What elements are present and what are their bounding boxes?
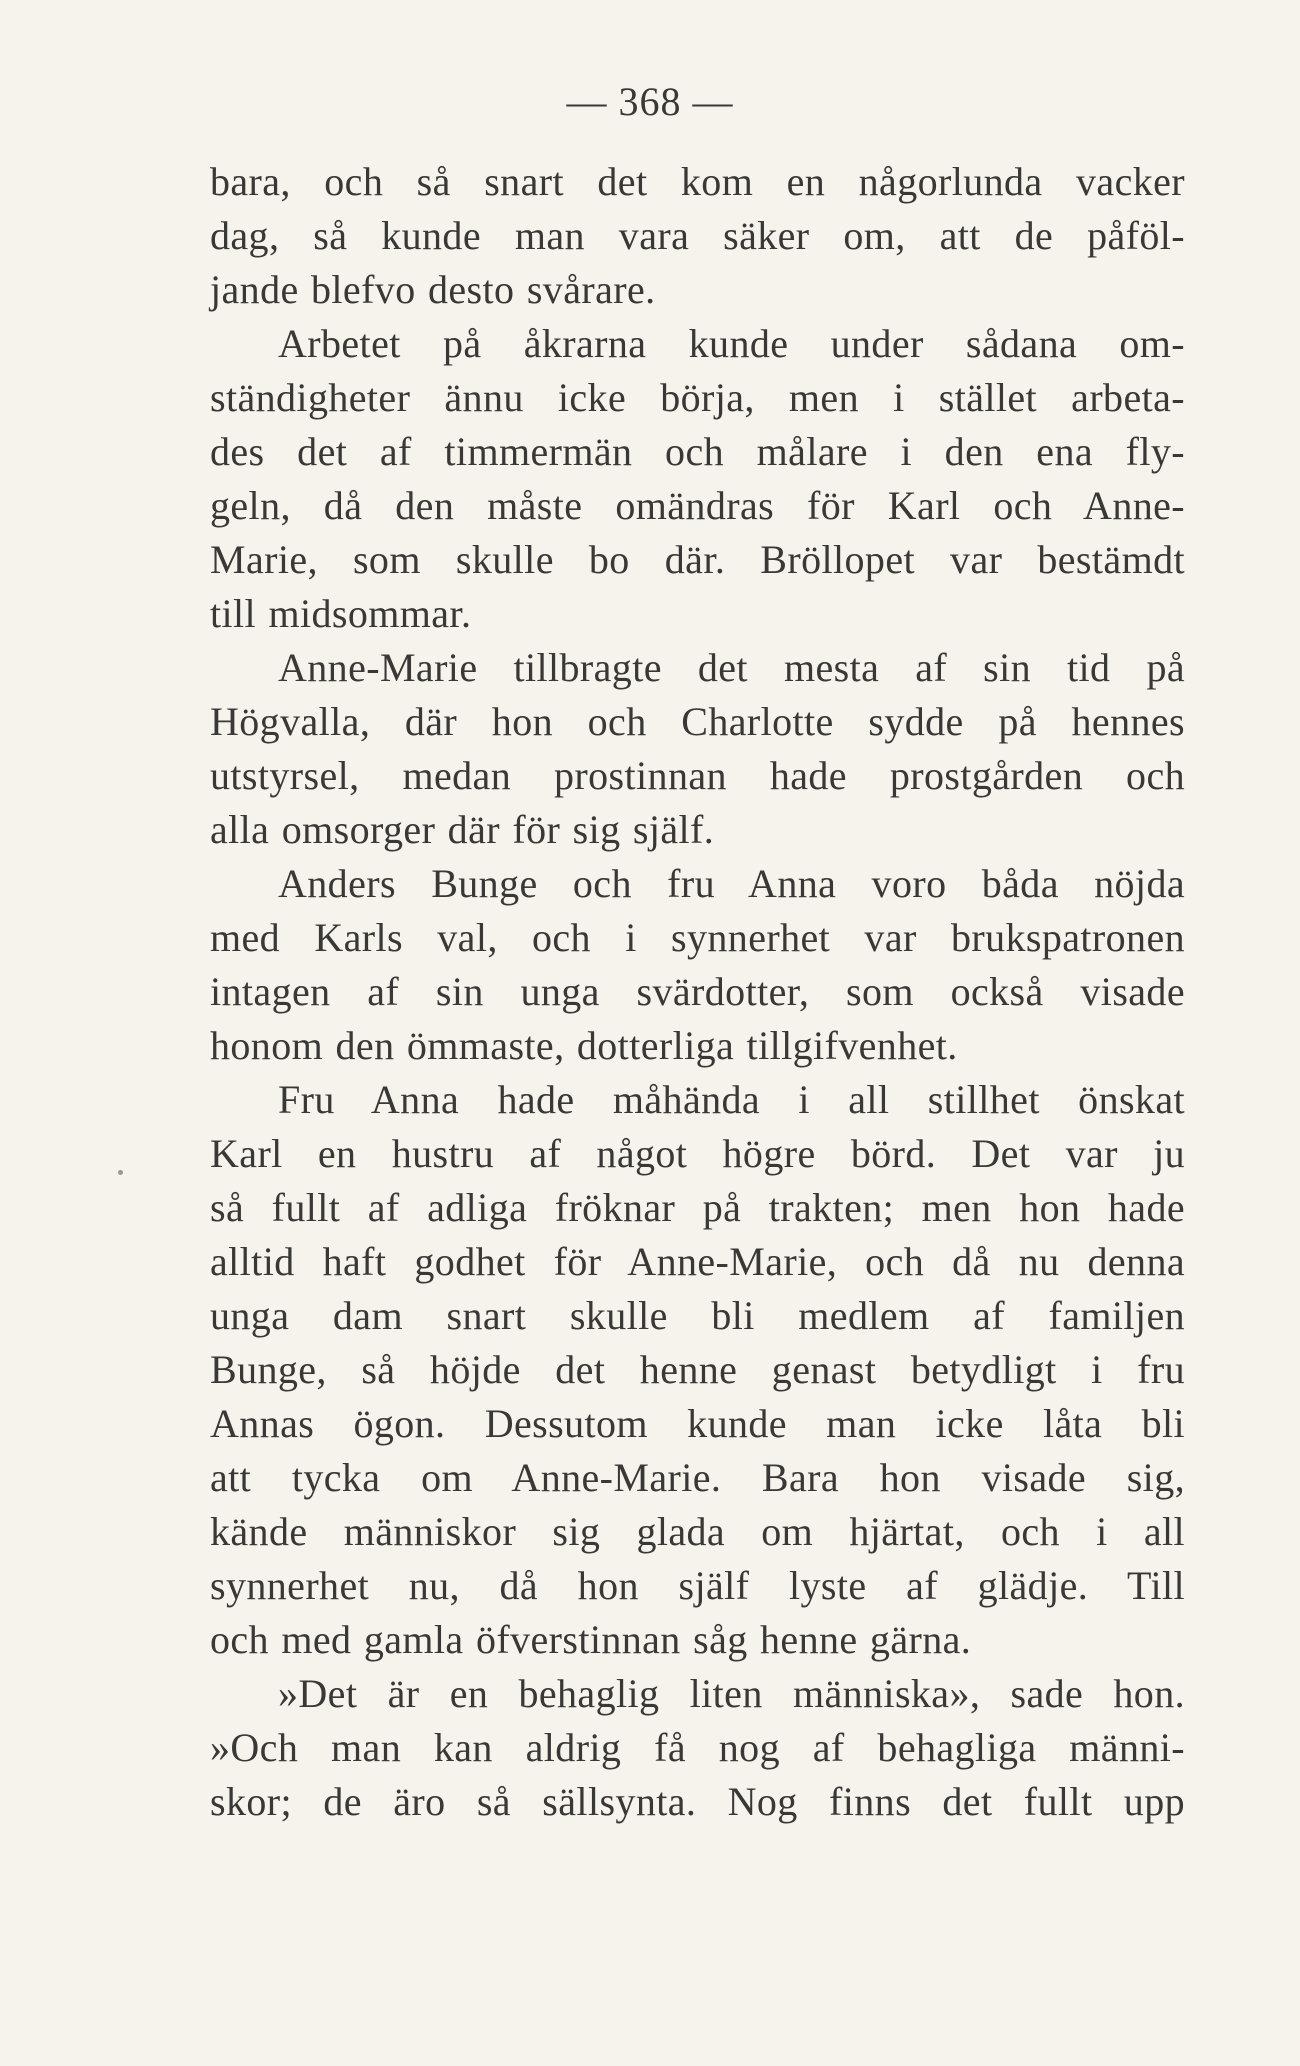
text-line: Karl en hustru af något högre börd. Det var ju bbox=[210, 1131, 1185, 1176]
text-line: jande blefvo desto svårare. bbox=[210, 267, 656, 312]
text-line: Anne-Marie tillbragte det mesta af sin tid på bbox=[278, 645, 1185, 690]
text-line: så fullt af adliga fröknar på trakten; men hon hade bbox=[210, 1185, 1185, 1230]
text-line: honom den ömmaste, dotterliga tillgifvenhet. bbox=[210, 1023, 958, 1068]
text-line: till midsommar. bbox=[210, 591, 472, 636]
text-line: »Och man kan aldrig få nog af behagliga männi- bbox=[210, 1725, 1185, 1770]
text-line: Bunge, så höjde det henne genast betydligt i fru bbox=[210, 1347, 1185, 1392]
text-line: Annas ögon. Dessutom kunde man icke låta bli bbox=[210, 1401, 1185, 1446]
text-line: med Karls val, och i synnerhet var brukspatronen bbox=[210, 915, 1185, 960]
text-line: och med gamla öfverstinnan såg henne gärna. bbox=[210, 1617, 972, 1662]
text-line: skor; de äro så sällsynta. Nog finns det fullt upp bbox=[210, 1779, 1185, 1824]
text-line: Marie, som skulle bo där. Bröllopet var bestämdt bbox=[210, 537, 1185, 582]
text-line: Högvalla, där hon och Charlotte sydde på hennes bbox=[210, 699, 1185, 744]
text-line: »Det är en behaglig liten människa», sade hon. bbox=[278, 1671, 1185, 1716]
body-text bbox=[210, 155, 1185, 1829]
text-line: bara, och så snart det kom en någorlunda vacker bbox=[210, 159, 1185, 204]
text-line: Arbetet på åkrarna kunde under sådana om- bbox=[278, 321, 1185, 366]
text-line: alltid haft godhet för Anne-Marie, och då nu denna bbox=[210, 1239, 1185, 1284]
text-line: geln, då den måste omändras för Karl och Anne- bbox=[210, 483, 1185, 528]
text-line: unga dam snart skulle bli medlem af familjen bbox=[210, 1293, 1185, 1338]
text-line: ständigheter ännu icke börja, men i stället arbeta- bbox=[210, 375, 1185, 420]
text-line: kände människor sig glada om hjärtat, och i all bbox=[210, 1509, 1185, 1554]
text-line: Fru Anna hade måhända i all stillhet önskat bbox=[278, 1077, 1185, 1122]
text-line: att tycka om Anne-Marie. Bara hon visade sig, bbox=[210, 1455, 1185, 1500]
page-number: — 368 — bbox=[566, 79, 734, 124]
text-line: dag, så kunde man vara säker om, att de påföl- bbox=[210, 213, 1185, 258]
text-line: utstyrsel, medan prostinnan hade prostgården och bbox=[210, 753, 1185, 798]
text-line: alla omsorger där för sig själf. bbox=[210, 807, 715, 852]
text-line: des det af timmermän och målare i den ena fly- bbox=[210, 429, 1185, 474]
margin-speck bbox=[118, 1170, 123, 1175]
text-line: Anders Bunge och fru Anna voro båda nöjda bbox=[278, 861, 1185, 906]
text-line: synnerhet nu, då hon själf lyste af glädje. Till bbox=[210, 1563, 1185, 1608]
text-line: intagen af sin unga svärdotter, som också visade bbox=[210, 969, 1185, 1014]
